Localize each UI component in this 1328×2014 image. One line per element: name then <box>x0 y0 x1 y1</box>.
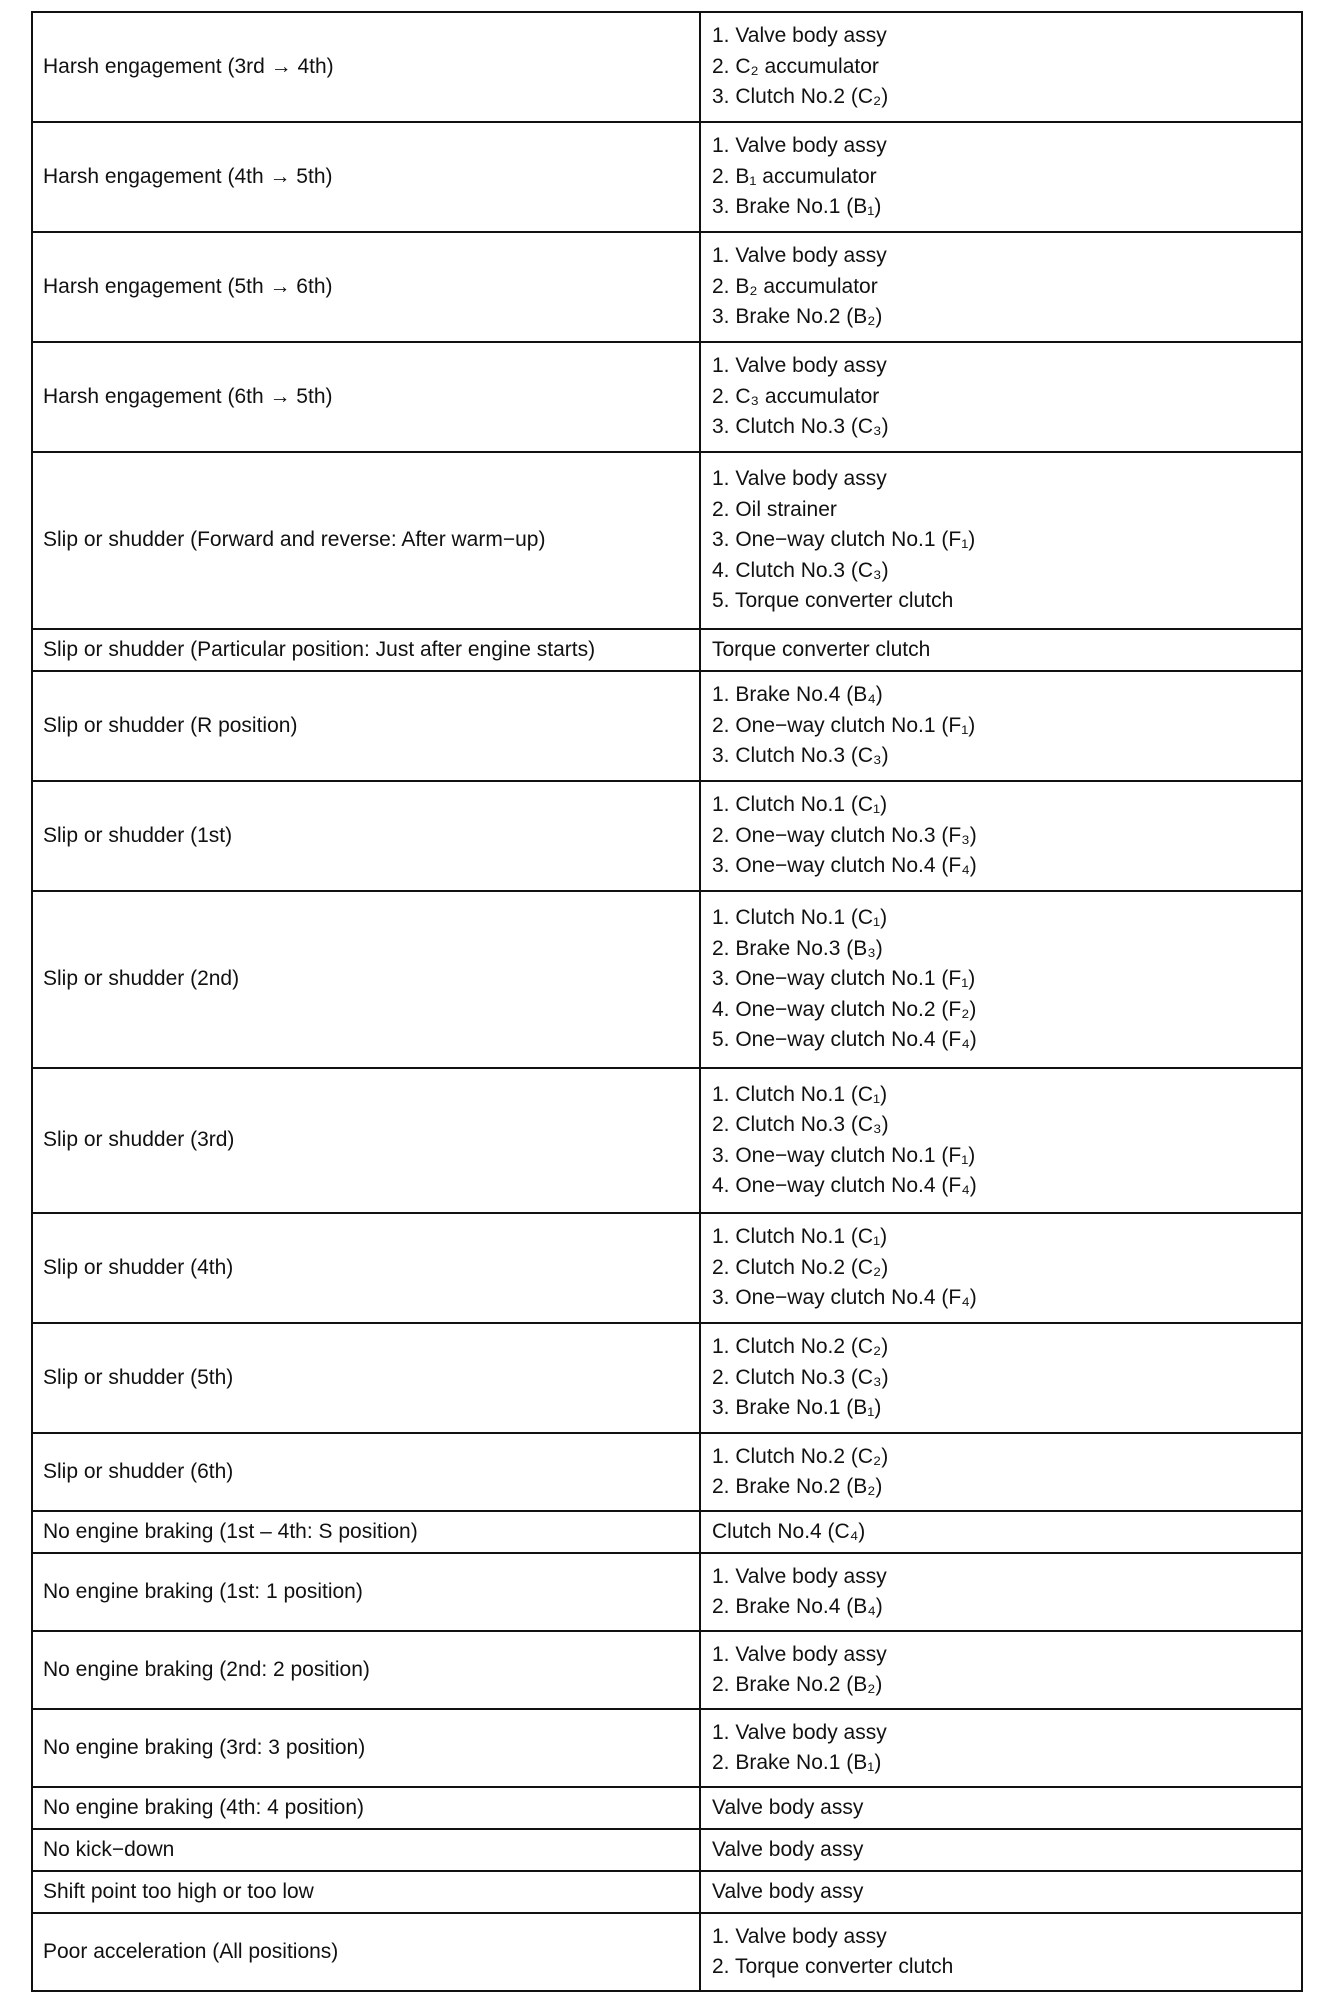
suspected-parts-cell <box>700 342 1302 452</box>
suspected-part-item: 2. C₂ accumulator <box>712 54 879 78</box>
suspected-part-item: 3. Brake No.1 (B₁) <box>712 1396 882 1420</box>
symptom-cell: Slip or shudder (2nd) <box>32 891 700 1068</box>
suspected-part-item: 3. Brake No.2 (B₂) <box>712 305 883 329</box>
suspected-part-item: 3. Clutch No.3 (C₃) <box>712 744 889 768</box>
symptom-cell: Slip or shudder (4th) <box>32 1213 700 1323</box>
suspected-part-item: 3. Clutch No.2 (C₂) <box>712 85 889 109</box>
suspected-parts-cell <box>700 629 1302 671</box>
symptom-cell: Harsh engagement (5th → 6th) <box>32 232 700 342</box>
suspected-part-item: 3. One−way clutch No.4 (F₄) <box>712 854 977 878</box>
symptom-cell: Slip or shudder (5th) <box>32 1323 700 1433</box>
suspected-part-item: 2. Brake No.1 (B₁) <box>712 1751 882 1774</box>
suspected-parts-cell <box>700 12 1302 122</box>
suspected-part-item: Clutch No.4 (C₄) <box>712 1519 866 1543</box>
suspected-parts-cell <box>700 452 1302 629</box>
suspected-parts-cell <box>700 1913 1302 1991</box>
symptom-cell: No kick−down <box>32 1829 700 1871</box>
suspected-parts-cell <box>700 1213 1302 1323</box>
table-body <box>32 12 1302 1991</box>
suspected-part-item: 2. Brake No.3 (B₃) <box>712 936 883 960</box>
suspected-part-item: 1. Valve body assy <box>712 1924 887 1948</box>
suspected-part-item: 2. Clutch No.3 (C₃) <box>712 1365 889 1389</box>
suspected-parts-cell <box>700 671 1302 781</box>
suspected-part-item: 3. One−way clutch No.1 (F₁) <box>712 528 976 552</box>
symptom-cell: Shift point too high or too low <box>32 1871 700 1913</box>
suspected-part-item: 1. Clutch No.2 (C₂) <box>712 1444 889 1468</box>
suspected-part-item: 4. Clutch No.3 (C₃) <box>712 558 889 582</box>
suspected-parts-cell <box>700 781 1302 891</box>
symptom-cell: No engine braking (1st – 4th: S position) <box>32 1511 700 1553</box>
suspected-part-item: 4. One−way clutch No.4 (F₄) <box>712 1174 977 1197</box>
symptom-cell: Slip or shudder (6th) <box>32 1433 700 1511</box>
symptom-cell: No engine braking (3rd: 3 position) <box>32 1709 700 1787</box>
suspected-part-item: 2. B₂ accumulator <box>712 274 878 298</box>
table-row <box>32 1871 1302 1913</box>
suspected-parts-cell <box>700 1553 1302 1631</box>
suspected-part-item: 4. One−way clutch No.2 (F₂) <box>712 997 977 1021</box>
suspected-part-item: Valve body assy <box>712 1837 864 1861</box>
table-row <box>32 781 1302 891</box>
suspected-parts-cell <box>700 1709 1302 1787</box>
table-row <box>32 1829 1302 1871</box>
symptom-cell: Slip or shudder (3rd) <box>32 1068 700 1213</box>
suspected-part-item: 2. Clutch No.2 (C₂) <box>712 1255 889 1279</box>
suspected-part-item: 1. Brake No.4 (B₄) <box>712 683 883 707</box>
table-row <box>32 1787 1302 1829</box>
suspected-part-item: 1. Clutch No.1 (C₁) <box>712 793 888 817</box>
suspected-part-item: 2. One−way clutch No.1 (F₁) <box>712 713 976 737</box>
suspected-part-item: 2. Brake No.2 (B₂) <box>712 1673 883 1696</box>
suspected-part-item: 1. Clutch No.1 (C₁) <box>712 1225 888 1249</box>
symptom-cell: Harsh engagement (4th → 5th) <box>32 122 700 232</box>
symptom-cell: Slip or shudder (R position) <box>32 671 700 781</box>
table-row <box>32 232 1302 342</box>
suspected-part-item: 3. Clutch No.3 (C₃) <box>712 415 889 439</box>
symptom-cell: Slip or shudder (Particular position: Just after engine starts) <box>32 629 700 671</box>
suspected-parts-cell <box>700 1871 1302 1913</box>
suspected-parts-cell <box>700 1787 1302 1829</box>
table-row <box>32 452 1302 629</box>
suspected-parts-cell <box>700 1631 1302 1709</box>
suspected-part-item: 1. Clutch No.2 (C₂) <box>712 1335 889 1359</box>
table-row <box>32 1433 1302 1511</box>
suspected-part-item: 1. Valve body assy <box>712 1564 887 1588</box>
table-row <box>32 671 1302 781</box>
suspected-part-item: 3. Brake No.1 (B₁) <box>712 195 882 219</box>
suspected-part-item: 2. Torque converter clutch <box>712 1955 954 1978</box>
suspected-part-item: 1. Valve body assy <box>712 1720 887 1744</box>
suspected-part-item: 3. One−way clutch No.4 (F₄) <box>712 1286 977 1310</box>
table-row <box>32 1323 1302 1433</box>
table-row <box>32 1213 1302 1323</box>
suspected-part-item: 2. Clutch No.3 (C₃) <box>712 1113 889 1136</box>
table-row <box>32 1553 1302 1631</box>
suspected-parts-cell <box>700 122 1302 232</box>
table-row <box>32 12 1302 122</box>
symptom-cell: No engine braking (1st: 1 position) <box>32 1553 700 1631</box>
symptom-cell: No engine braking (4th: 4 position) <box>32 1787 700 1829</box>
symptom-cell: Slip or shudder (Forward and reverse: After warm−up) <box>32 452 700 629</box>
suspected-part-item: 2. B₁ accumulator <box>712 164 877 188</box>
suspected-parts-cell <box>700 1829 1302 1871</box>
suspected-part-item: Torque converter clutch <box>712 637 931 661</box>
suspected-part-item: 1. Valve body assy <box>712 24 887 48</box>
table-row <box>32 1913 1302 1991</box>
table-row <box>32 1068 1302 1213</box>
symptom-cell: Harsh engagement (6th → 5th) <box>32 342 700 452</box>
suspected-part-item: 1. Valve body assy <box>712 134 887 158</box>
suspected-parts-cell <box>700 1511 1302 1553</box>
suspected-part-item: 5. One−way clutch No.4 (F₄) <box>712 1028 977 1052</box>
suspected-part-item: 3. One−way clutch No.1 (F₁) <box>712 1143 976 1167</box>
table-row <box>32 1631 1302 1709</box>
suspected-parts-cell <box>700 1323 1302 1433</box>
suspected-part-item: 5. Torque converter clutch <box>712 589 954 613</box>
suspected-part-item: 2. Brake No.4 (B₄) <box>712 1595 883 1618</box>
suspected-part-item: 3. One−way clutch No.1 (F₁) <box>712 967 976 991</box>
suspected-part-item: 1. Valve body assy <box>712 1642 887 1666</box>
symptom-cell: No engine braking (2nd: 2 position) <box>32 1631 700 1709</box>
symptom-cell: Poor acceleration (All positions) <box>32 1913 700 1991</box>
suspected-parts-cell <box>700 1068 1302 1213</box>
suspected-parts-cell <box>700 891 1302 1068</box>
suspected-part-item: 1. Clutch No.1 (C₁) <box>712 1082 888 1106</box>
symptom-cell: Slip or shudder (1st) <box>32 781 700 891</box>
suspected-part-item: 2. Brake No.2 (B₂) <box>712 1475 883 1498</box>
suspected-part-item: 1. Valve body assy <box>712 354 887 378</box>
suspected-part-item: 2. One−way clutch No.3 (F₃) <box>712 823 977 847</box>
suspected-part-item: Valve body assy <box>712 1795 864 1819</box>
table-row <box>32 891 1302 1068</box>
suspected-part-item: 1. Valve body assy <box>712 244 887 268</box>
suspected-parts-cell <box>700 232 1302 342</box>
table-row <box>32 342 1302 452</box>
suspected-parts-cell <box>700 1433 1302 1511</box>
table-row <box>32 122 1302 232</box>
troubleshooting-table <box>31 11 1303 1992</box>
table-row <box>32 1511 1302 1553</box>
symptom-cell: Harsh engagement (3rd → 4th) <box>32 12 700 122</box>
suspected-part-item: 1. Clutch No.1 (C₁) <box>712 906 888 930</box>
suspected-part-item: 1. Valve body assy <box>712 467 887 491</box>
table-row <box>32 629 1302 671</box>
suspected-part-item: 2. C₃ accumulator <box>712 384 880 408</box>
suspected-part-item: 2. Oil strainer <box>712 497 837 521</box>
suspected-part-item: Valve body assy <box>712 1879 864 1903</box>
table-row <box>32 1709 1302 1787</box>
